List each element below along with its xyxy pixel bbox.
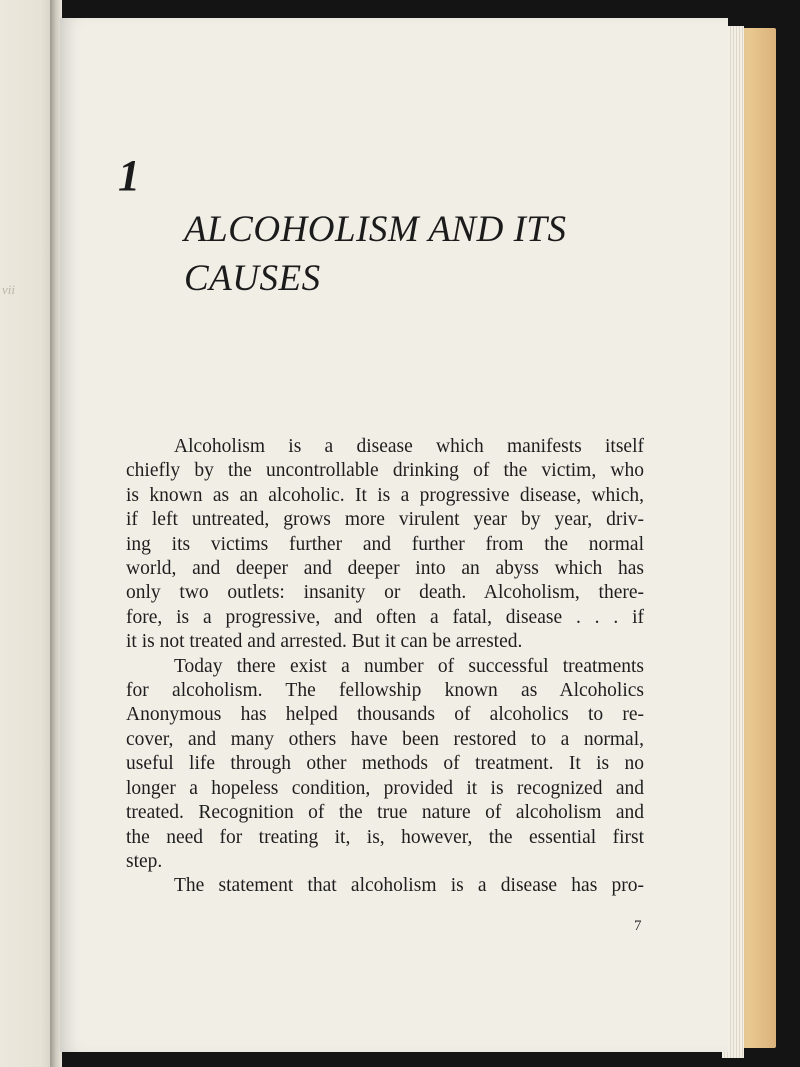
text-line: useful life through other methods of treatment. It is no [126,753,644,775]
text-line: for alcoholism. The fellowship known as Alcoholics [126,680,644,702]
text-line: step. [126,850,163,872]
text-line: Alcoholism is a disease which manifests itself [174,436,644,457]
text-line: the need for treating it, is, however, the essential first [126,826,644,848]
paragraph-3 [126,874,644,898]
text-line: chiefly by the uncontrollable drinking of the victim, who [126,460,644,482]
text-line: treated. Recognition of the true nature of alcoholism and [126,802,644,824]
paragraph-2 [126,655,644,875]
text-line: fore, is a progressive, and often a fatal, disease . . . if [126,606,644,628]
paragraph-1 [126,435,644,655]
text-line: cover, and many others have been restored to a normal, [126,728,644,750]
text-line: it is not treated and arrested. But it can be arrested. [126,631,523,653]
left-page-ghost-text: vii [2,282,15,297]
text-line: is known as an alcoholic. It is a progressive disease, which, [126,484,644,506]
text-line: longer a hopeless condition, provided it is recognized and [126,777,644,799]
body-text [126,435,644,899]
text-line: world, and deeper and deeper into an abyss which has [126,558,644,580]
text-line: Today there exist a number of successful treatments [174,655,644,677]
chapter-number: 1 [118,151,140,200]
text-line: only two outlets: insanity or death. Alcoholism, there- [126,582,644,604]
chapter-title [184,205,604,303]
text-line: if left untreated, grows more virulent year by year, driv- [126,509,644,531]
text-line: The statement that alcoholism is a disease has pro- [174,875,644,897]
page-number: 7 [634,918,642,934]
chapter-title-line-1: ALCOHOLISM AND ITS [184,209,567,250]
text-line: Anonymous has helped thousands of alcoholics to re- [126,704,644,726]
text-line: ing its victims further and further from the normal [126,533,644,555]
chapter-title-line-2: CAUSES [184,258,321,299]
